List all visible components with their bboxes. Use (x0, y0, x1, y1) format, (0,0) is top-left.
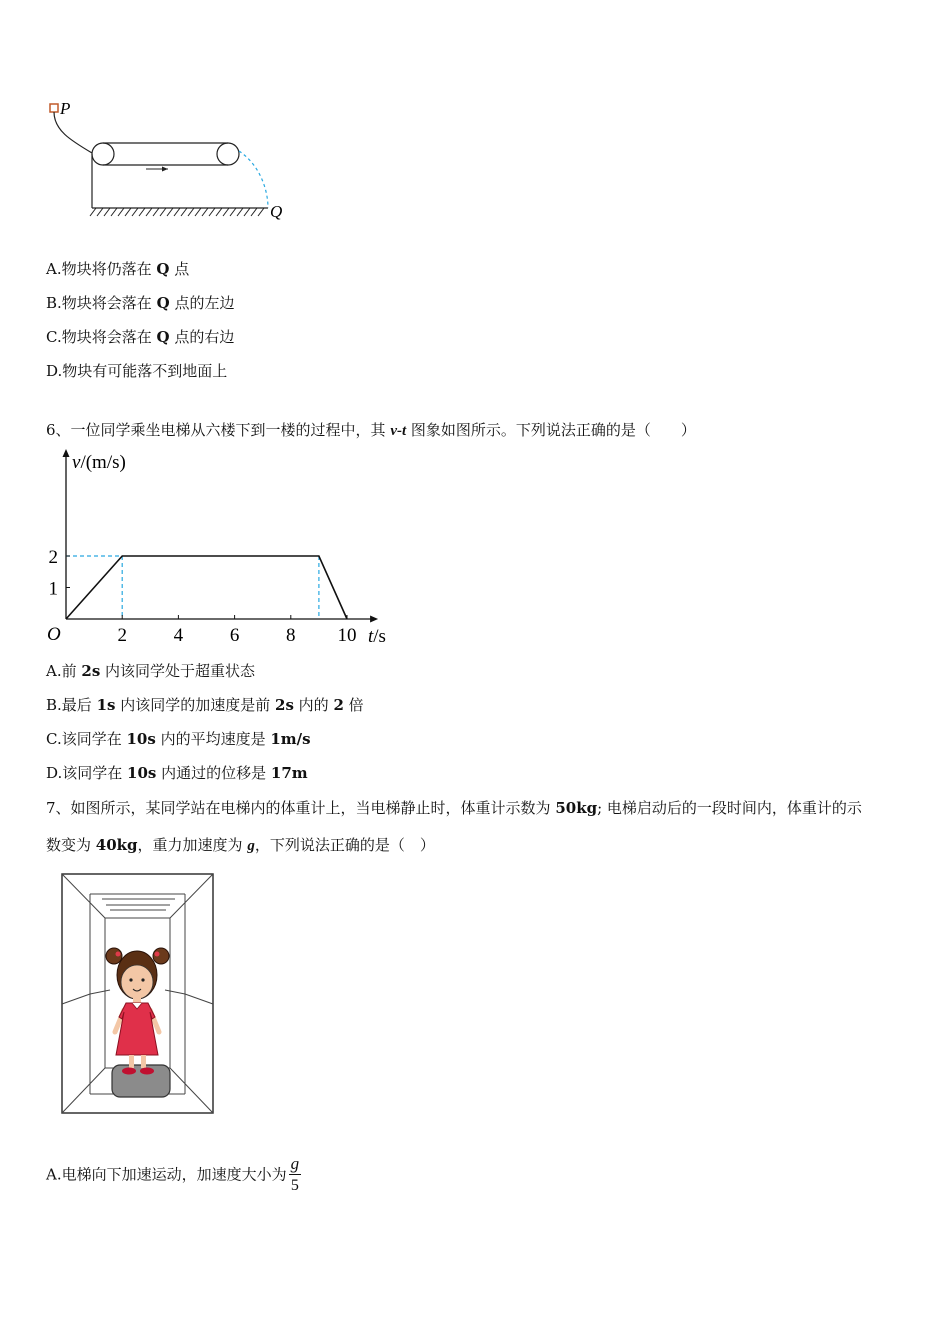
x-tick-label: 4 (173, 625, 184, 646)
label-q: Q (270, 202, 283, 221)
ground-hatch (237, 208, 243, 216)
ground-hatch (209, 208, 215, 216)
q6-stem: 6、一位同学乘坐电梯从六楼下到一楼的过程中，其 v-t 图象如图所示。下列说法正确的是（ ） (46, 421, 696, 439)
q5-option-b: B.物块将会落在 Q 点的左边 (46, 294, 235, 312)
ground-hatch (167, 208, 173, 216)
ground-hatch (146, 208, 152, 216)
ground-hatch (188, 208, 194, 216)
q5-option-a: A.物块将仍落在 Q 点 (46, 260, 190, 278)
x-tick-label: 2 (117, 625, 127, 646)
origin-label: O (47, 624, 61, 645)
left-roller (92, 143, 114, 165)
q6-option-c: C.该同学在 10s 内的平均速度是 1m/s (46, 730, 311, 748)
ground-hatch (195, 208, 201, 216)
ground-hatch (139, 208, 145, 216)
trajectory-dashed (239, 151, 268, 208)
ground-hatch (251, 208, 257, 216)
q6-option-a: A.前 2s 内该同学处于超重状态 (46, 662, 256, 680)
y-axis-label: v/(m/s) (72, 452, 126, 473)
y-tick-label: 2 (48, 547, 58, 568)
ground-hatch (181, 208, 187, 216)
ground-hatch (223, 208, 229, 216)
ground-hatch (244, 208, 250, 216)
ground-hatch (111, 208, 117, 216)
x-tick-label: 6 (229, 625, 240, 646)
ground-hatch (202, 208, 208, 216)
q7-option-a: A.电梯向下加速运动，加速度大小为 $\frac{g}{5}$ (46, 1154, 300, 1194)
ground-hatch (132, 208, 138, 216)
q6-option-d: D.该同学在 10s 内通过的位移是 17m (46, 764, 308, 782)
x-axis-arrow (370, 616, 378, 623)
y-axis-arrow (63, 449, 70, 457)
block-p (50, 104, 58, 112)
ground-hatch (104, 208, 110, 216)
x-axis-label: t/s (368, 626, 386, 647)
elevator-figure (60, 872, 216, 1116)
label-p: P (60, 99, 71, 118)
fraction-g-over-5: $\frac{g}{5}$ (290, 1154, 300, 1194)
x-tick-label: 10 (337, 625, 357, 646)
q6-option-b: B.最后 1s 内该同学的加速度是前 2s 内的 2 倍 (46, 696, 364, 714)
ground-hatch (125, 208, 131, 216)
q7-stem-line2: 数变为 40kg，重力加速度为 g，下列说法正确的是（ ） (46, 836, 435, 854)
ground-hatch (258, 208, 264, 216)
conveyor-figure (40, 95, 300, 225)
vt-series-line (66, 556, 347, 619)
y-tick-label: 1 (48, 578, 58, 600)
q7-stem-line1: 7、如图所示，某同学站在电梯内的体重计上，当电梯静止时，体重计示数为 50kg; 电梯启动后的一段时间内，体重计的示 (46, 799, 862, 817)
ground-hatch (160, 208, 166, 216)
ground-hatch (90, 208, 96, 216)
q5-option-d: D.物块有可能落不到地面上 (46, 362, 228, 380)
right-roller (217, 143, 239, 165)
ground-hatch (153, 208, 159, 216)
ground-hatch (118, 208, 124, 216)
ground-hatch (97, 208, 103, 216)
vt-chart (40, 448, 400, 648)
q5-option-c: C.物块将会落在 Q 点的右边 (46, 328, 235, 346)
ground-hatch (174, 208, 180, 216)
ground-hatch (230, 208, 236, 216)
x-tick-label: 8 (286, 625, 296, 646)
ground-hatch (216, 208, 222, 216)
rope-curve (54, 112, 92, 153)
